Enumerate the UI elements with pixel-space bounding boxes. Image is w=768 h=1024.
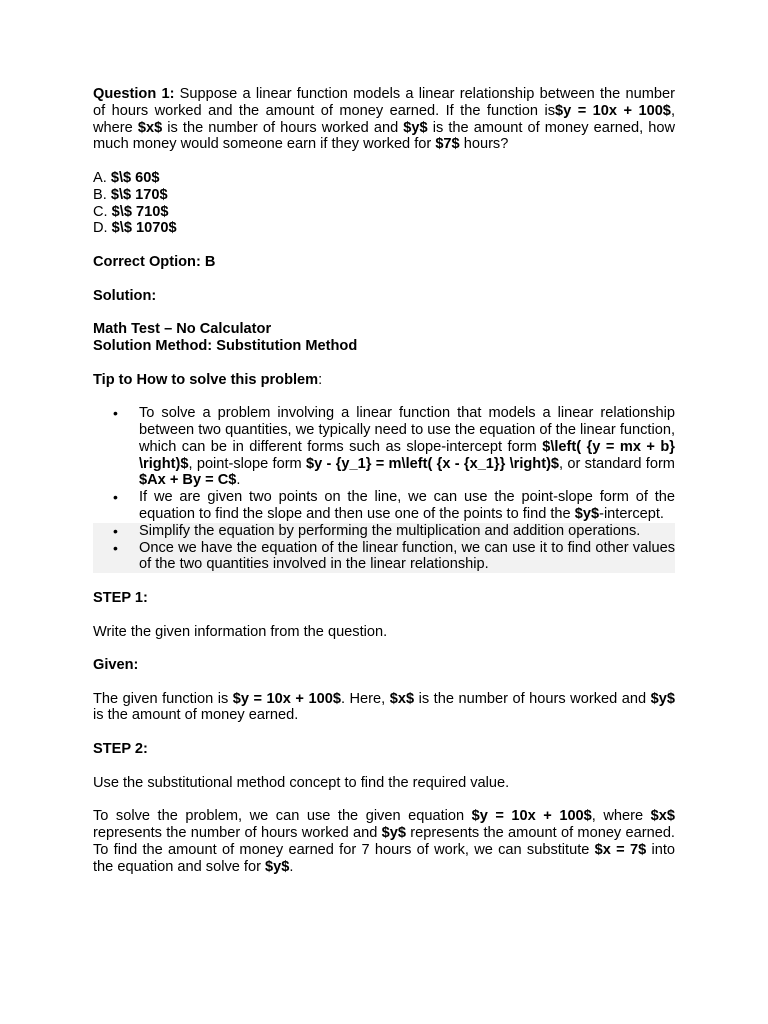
test-line: Math Test – No Calculator [93, 321, 272, 338]
option-b: B. $\$ 170$ [93, 186, 168, 203]
solution-heading: Solution: [93, 287, 157, 304]
document-page [93, 86, 675, 875]
question-label: Question 1: [93, 86, 175, 102]
given-heading: Given: [93, 657, 139, 674]
question-paragraph: Question 1: Suppose a linear function models a linear relationship between the number of hours worked and the amount of money earned. If the function is$y = 10x + 100$, where $x$ is the number of hours worked and $y$ is the amount of money earned, how much money would someone earn if they worked for $7$ hours? [93, 86, 675, 153]
step2-text: Use the substitutional method concept to find the required value. [93, 774, 510, 791]
step2-heading: STEP 2: [93, 741, 148, 758]
tips-list [93, 405, 675, 573]
list-item: • To solve a problem involving a linear function that models a linear relationship between two quantities, we typically need to use the equation of the linear function, which can be in different forms such as slope-intercept form $\left( {y = mx + b} \right)$, point-slope form $y - {y_1} = m\left( {x - {x_1}} \right)$, or standard form $Ax + By = C$. [93, 405, 675, 489]
tip-heading: Tip to How to solve this problem: [93, 371, 323, 388]
options-list [93, 170, 675, 237]
step2-paragraph: To solve the problem, we can use the given equation $y = 10x + 100$, where $x$ represents the number of hours worked and $y$ represents the amount of money earned. To find the amount of money earned for 7 hours of work, we can substitute $x = 7$ into the equation and solve for $y$. [93, 808, 675, 875]
given-paragraph: The given function is $y = 10x + 100$. Here, $x$ is the number of hours worked and $y$ is the amount of money earned. [93, 690, 675, 724]
step1-text: Write the given information from the question. [93, 623, 388, 640]
list-item: • Once we have the equation of the linear function, we can use it to find other values of the two quantities involved in the linear relationship. [93, 540, 675, 574]
list-item: • If we are given two points on the line, we can use the point-slope form of the equation to find the slope and then use one of the points to find the $y$-intercept. [93, 489, 675, 523]
method-line: Solution Method: Substitution Method [93, 337, 358, 354]
list-item: • Simplify the equation by performing the multiplication and addition operations. [93, 523, 675, 540]
option-a: A. $\$ 60$ [93, 169, 160, 186]
step1-heading: STEP 1: [93, 589, 148, 606]
correct-option: Correct Option: B [93, 253, 216, 270]
option-d: D. $\$ 1070$ [93, 220, 177, 237]
option-c: C. $\$ 710$ [93, 203, 169, 220]
